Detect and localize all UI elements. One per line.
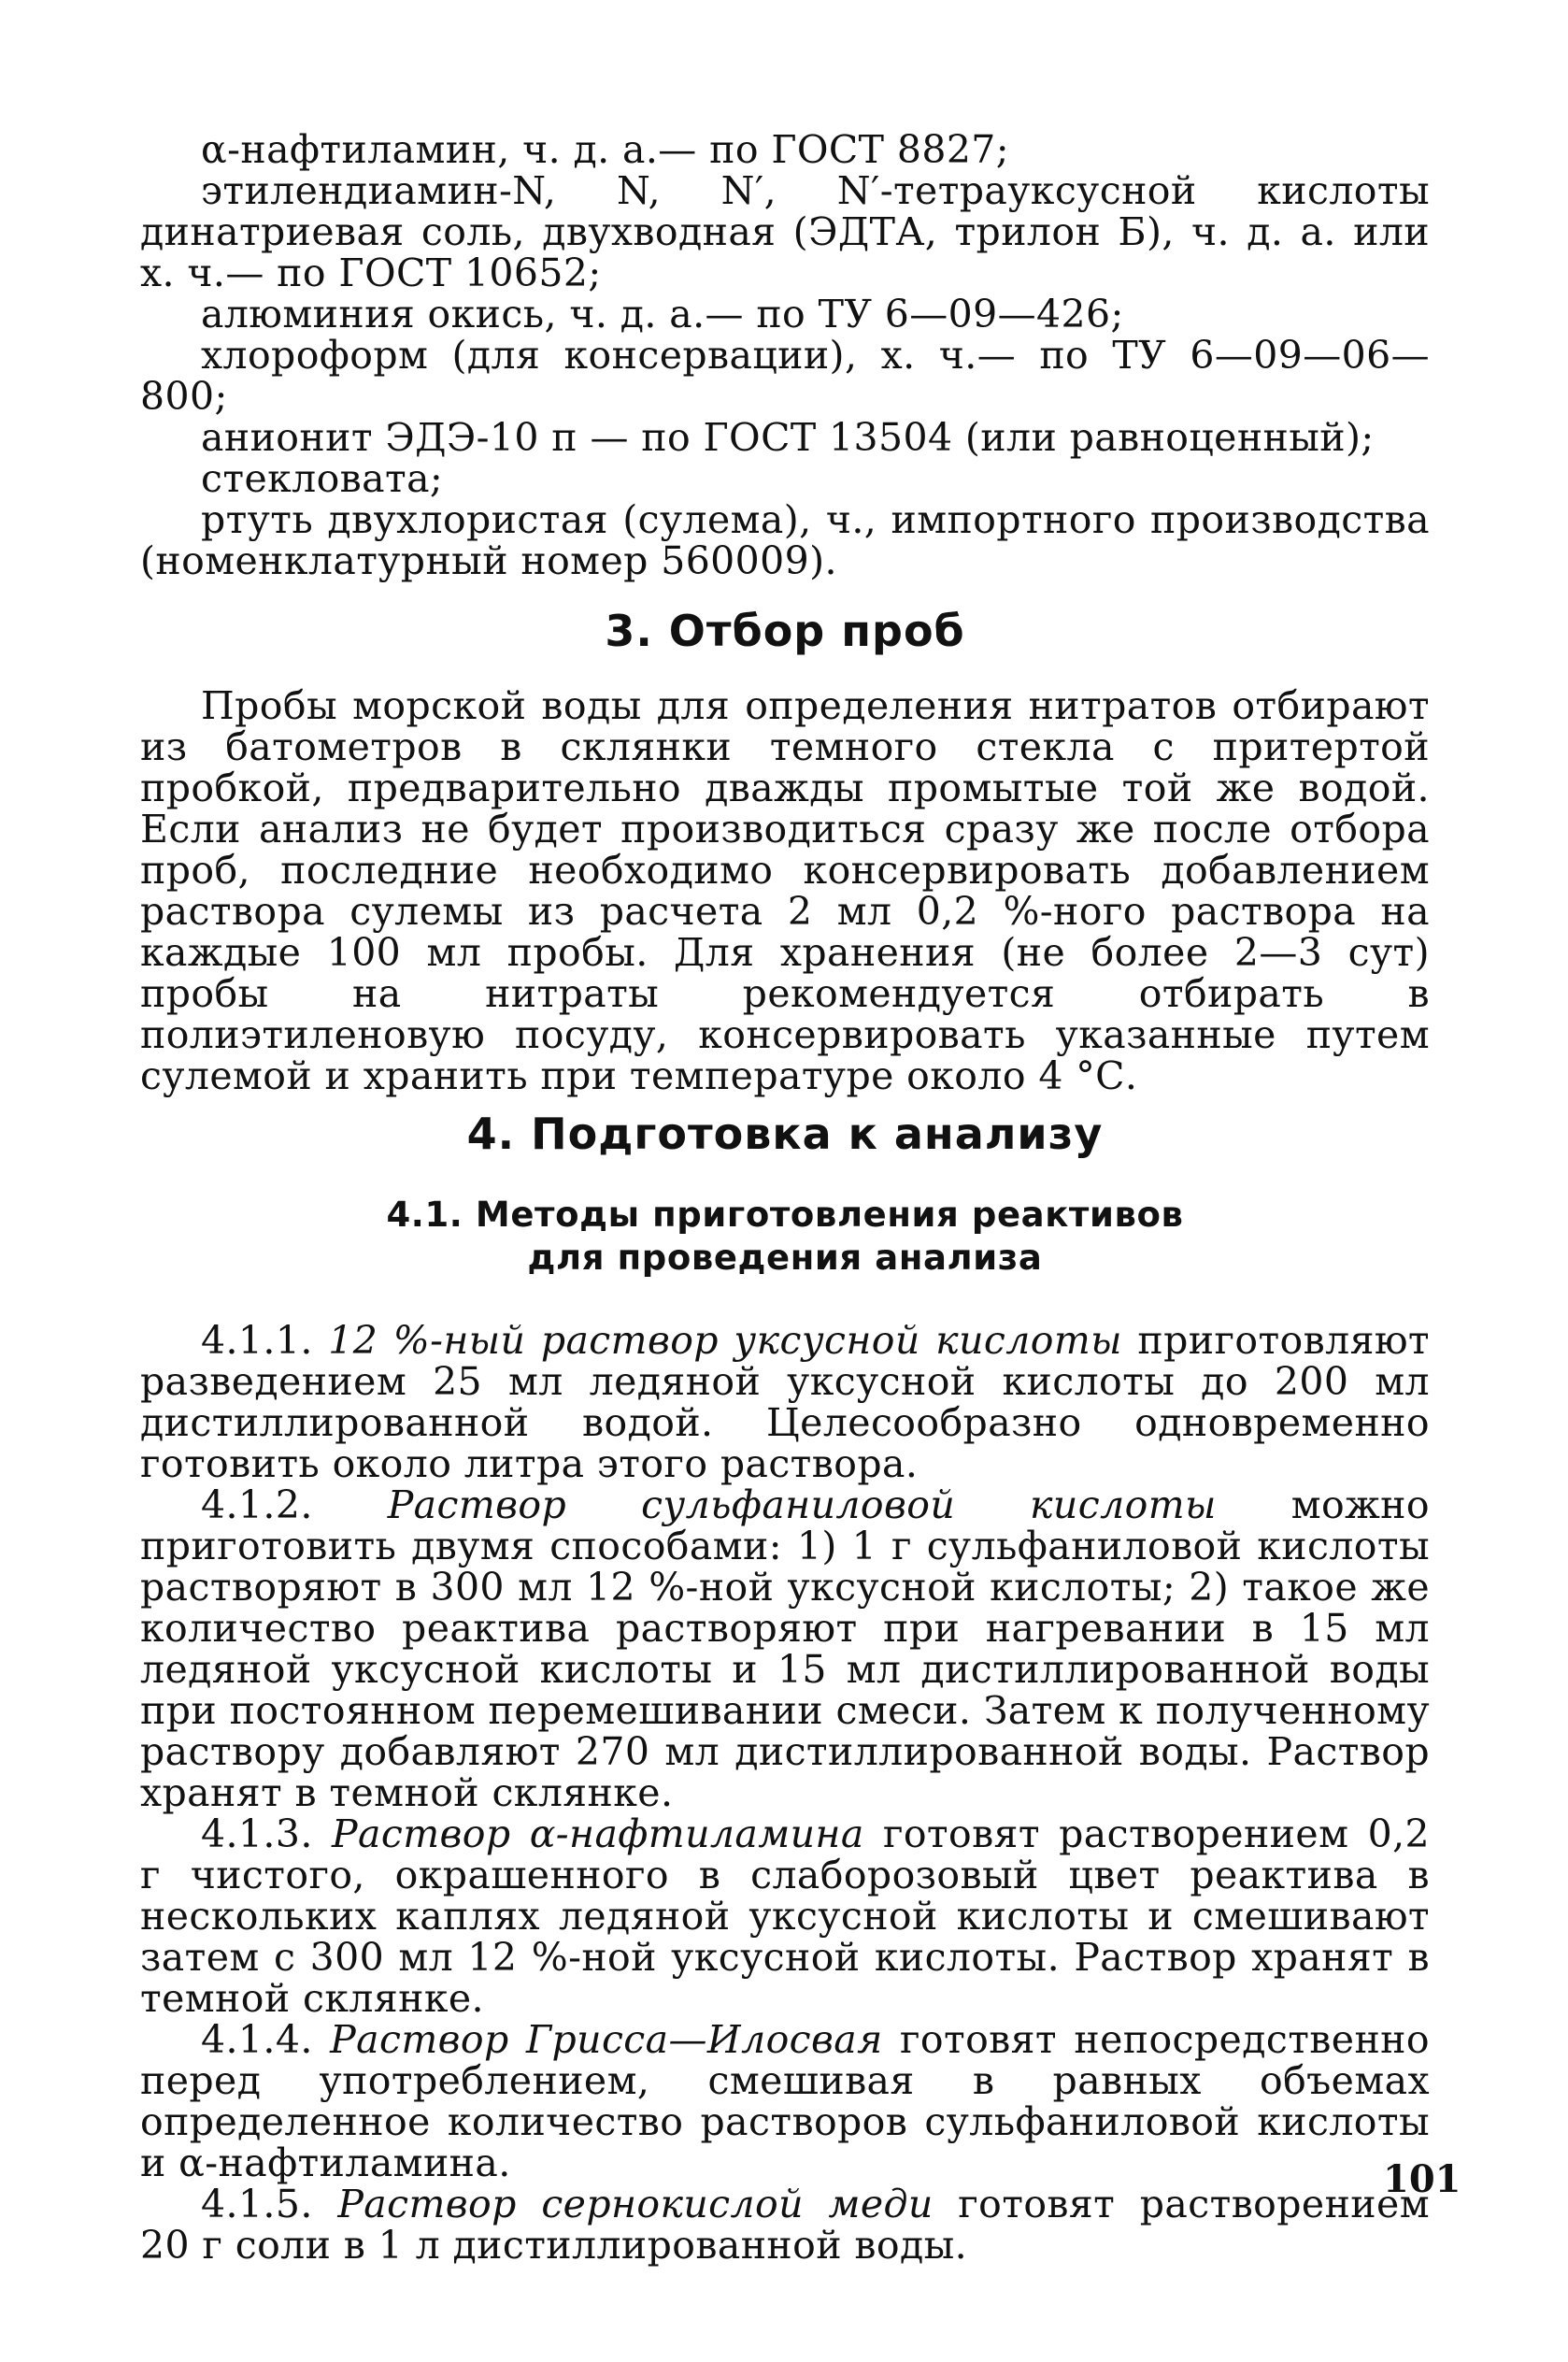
method-name: 12 %-ный раствор уксусной кислоты — [328, 1318, 1122, 1363]
method-text: можно приготовить двумя способами: 1) 1 г сульфаниловой кислоты растворяют в 300 мл 12 %-ной уксусной кислоты; 2) такое же количество реактива растворяют при нагревании в 15 мл ледяной уксусной кислоты и 15 мл дистиллированной воды при постоянном перемешивании смеси. Затем к полученному раствору добавляют 270 мл дистиллированной воды. Раствор хранят в темной склянке. — [140, 1482, 1430, 1815]
reagent-item: хлороформ (для консервации), х. ч.— по ТУ 6—09—06—800; — [140, 333, 1430, 419]
reagent-item: ртуть двухлористая (сулема), ч., импортного производства (номенклатурный номер 560009). — [140, 497, 1430, 583]
subsection-4-1-body — [140, 1320, 1430, 2266]
method-number: 4.1.3. — [201, 1811, 313, 1856]
subsection-4-1-title — [140, 1194, 1430, 1280]
reagent-item: алюминия окись, ч. д. а.— по ТУ 6—09—426; — [201, 292, 1124, 336]
method-name: Раствор сульфаниловой кислоты — [387, 1482, 1217, 1527]
method-name: Раствор Грисса—Илосвая — [330, 2017, 883, 2062]
method-item-4-1-1 — [140, 1320, 1430, 1484]
method-number: 4.1.5. — [201, 2182, 313, 2226]
reagent-item: α-нафтиламин, ч. д. а.— по ГОСТ 8827; — [201, 127, 1010, 172]
method-text: готовят непосредственно перед употреблением, смешивая в равных объемах определенное количество растворов сульфаниловой кислоты и α-нафтиламина. — [140, 2017, 1430, 2185]
section-3-title: 3. Отбор проб — [605, 606, 965, 656]
method-item-4-1-5 — [140, 2183, 1430, 2266]
method-item-4-1-4 — [140, 2019, 1430, 2183]
method-name: Раствор α-нафтиламина — [332, 1811, 864, 1856]
method-number: 4.1.2. — [201, 1482, 313, 1527]
method-number: 4.1.4. — [201, 2017, 313, 2062]
method-item-4-1-2 — [140, 1484, 1430, 1813]
method-text: приготовляют разведением 25 мл ледяной уксусной кислоты до 200 мл дистиллированной водой. Целесообразно одновременно готовить около литра этого раствора. — [140, 1318, 1431, 1486]
subsection-title-line-1: 4.1. Методы приготовления реактивов — [386, 1195, 1184, 1235]
reagent-item: стекловата; — [201, 456, 444, 501]
section-4-title: 4. Подготовка к анализу — [466, 1109, 1104, 1159]
method-text: готовят растворением 0,2 г чистого, окрашенного в слаборозовый цвет реактива в нескольких каплях ледяной уксусной кислоты и смешивают затем с 300 мл 12 %-ной уксусной кислоты. Раствор хранят в темной склянке. — [140, 1811, 1430, 2021]
method-text: готовят растворением 20 г соли в 1 л дистиллированной воды. — [140, 2182, 1430, 2268]
reagents-list — [140, 129, 1430, 581]
section-3-paragraph: Пробы морской воды для определения нитратов отбирают из батометров в склянки темного стекла с притертой пробкой, предварительно дважды промытые той же водой. Если анализ не будет производиться сразу же после отбора проб, последние необходимо консервировать добавлением раствора сулемы из расчета 2 мл 0,2 %-ного раствора на каждые 100 мл пробы. Для хранения (не более 2—3 сут) пробы на нитраты рекомендуется отбирать в полиэтиленовую посуду, консервировать указанные путем сулемой и хранить при температуре около 4 °С. — [140, 683, 1430, 1098]
reagent-item: анионит ЭДЭ-10 п — по ГОСТ 13504 (или равноценный); — [201, 415, 1375, 460]
subsection-title-line-2: для проведения анализа — [527, 1238, 1043, 1278]
reagent-item: этилендиамин-N, N, N′, N′-тетрауксусной кислоты динатриевая соль, двухводная (ЭДТА, трилон Б), ч. д. а. или х. ч.— по ГОСТ 10652; — [140, 168, 1430, 295]
method-name: Раствор сернокислой меди — [337, 2182, 934, 2226]
method-item-4-1-3 — [140, 1813, 1430, 2019]
page-number: 101 — [1383, 2157, 1461, 2201]
method-number: 4.1.1. — [201, 1318, 313, 1363]
section-3-body — [140, 685, 1430, 1096]
